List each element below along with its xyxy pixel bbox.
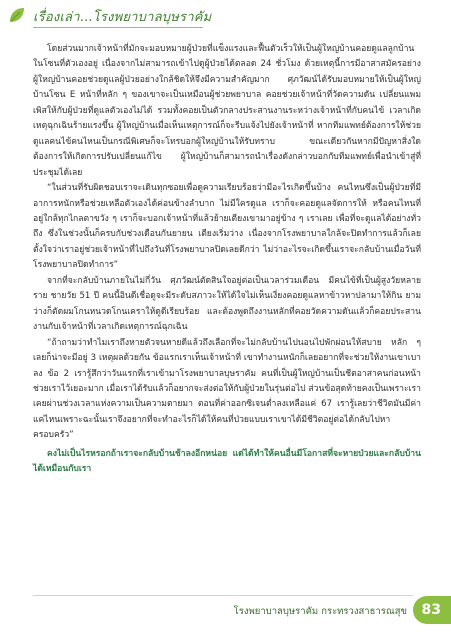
paragraph: จากที่จะกลับบ้านภายในไม่กี่วัน ศุภวัฒน์ตัดสินใจอยู่ต่อเป็นเวลาร่วมเดือน มีคนไข้ที่เป็นผู้สูงวัยหลายราย ชายวัย 51 ปี คนนี้อินดีเชื่อดูจะมีระดับสภาวะให้ได้ใจไม่เห็นเงี่ยงคอยดูแลหาข้าวหาปลามาให้กิน ยามว่างก็ตัดผมโกนหนวดโกนเคราให้ดูดีเรียบร้อย และต้องพูดถึงงานหลักที่คอยวัดความดันแล้วก็คอยประสานงานกับเจ้าหน้าที่เวลาเกิดเหตุการณ์ฉุกเฉิน	[33, 275, 421, 333]
paragraph: “ถ้าถามว่าทำไมเราถึงหายตัวจนหายดีแล้วถึงเลือกที่จะไม่กลับบ้านไปนอนไปพักผ่อนให้สบาย หลัก ๆ เลยก็น่าจะมีอยู่ 3 เหตุผลด้วยกัน ข้อแรกเราเห็นเจ้าหน้าที่ เขาทำงานหนักก็เลยอยากที่จะช่วยให้งานเขาเบาลง ข้อ 2 เรารู้สึกว่าวันแรกที่เราเข้ามาโรงพยาบาลบุษราคัม คนที่เป็นผู้ใหญ่บ้านเป็นชีตอาสาคนก่อนหน้า ช่วยเราไว้เยอะมาก เมื่อเราได้รับแล้วก็อยากจะส่งต่อให้กับผู้ป่วยในรุ่นต่อไป ส่วนข้อสุดท้ายคงเป็นเพราะเราเคยผ่านช่วงเวลาแห่งความเป็นความตายมา ตอนที่ค่าออกซิเจนต่ำลงเหลือแค่ 67 เรารู้เลยว่าชีวิตมันมีค่าแค่ไหนเพราะฉะนั้นเราจึงอยากที่จะทำอะไรก็ได้ให้คนที่ป่วยแบบเราเขาได้มีชีวิตอยู่ต่อได้กลับไปหาครอบครัว”	[33, 337, 421, 441]
page-number: 83	[421, 602, 441, 618]
leaf-icon	[8, 6, 26, 24]
footer-text: โรงพยาบาลบุษราคัม กระทรวงสาธารณสุข	[233, 606, 407, 617]
emphasis-quote: คงไม่เป็นไรหรอกถ้าเราจะกลับบ้านช้าลงอีกหน่อย แต่ได้ทำให้คนอื่นมีโอกาสที่จะหายป่วยและกลับบ้านได้เหมือนกับเรา	[33, 448, 421, 475]
footer-divider	[33, 595, 413, 596]
paragraph: โดยส่วนมากเจ้าหน้าที่มักจะมอบหมายผู้ป่วยที่แข็งแรงและฟื้นตัวเร็วให้เป็นผู้ใหญ่บ้านคอยดูแลลูกบ้านในโซนที่ตัวเองอยู่ เนื่องจากไม่สามารถเข้าไปดูผู้ป่วยได้ตลอด 24 ชั่วโมง ด้วยเหตุนี้การมีอาสาสมัครอย่างผู้ใหญ่บ้านคอยช่วยดูแลผู้ป่วยอย่างใกล้ชิดให้จึงมีความสำคัญมาก ศุภวัฒน์ได้รับมอบหมายให้เป็นผู้ใหญ่บ้านโซน E หน้าที่หลัก ๆ ของเขาจะเป็นเหมือนผู้ช่วยพยาบาล คอยช่วยเจ้าหน้าที่วัดความดัน เปลี่ยนแพมเพิสให้กับผู้ป่วยที่ดูแลตัวเองไม่ได้ รวมทั้งคอยเป็นตัวกลางประสานงานระหว่างเจ้าหน้าที่กับคนไข้ เวลาเกิดเหตุฉุกเฉินร้ายแรงขึ้น ผู้ใหญ่บ้านเมื่อเห็นเหตุการณ์ก็จะรีบแจ้งไปยังเจ้าหน้าที่ หากทีมแพทย์ต้องการให้ช่วยดูแลคนไข้คนไหนเป็นกรณีพิเศษก็จะโทรบอกผู้ใหญ่บ้านให้รับทราบ ขณะเดียวกันหากมีปัญหาสิ่งใด ต้องการให้เกิดการปรับเปลี่ยนแก้ไข ผู้ใหญ่บ้านก็สามารถนำเรื่องดังกล่าวบอกกับทีมแพทย์เพื่อนำเข้าสู่ที่ประชุมได้เลย	[33, 44, 421, 178]
article-body	[33, 42, 421, 478]
page-header	[0, 0, 451, 30]
section-title: เรื่องเล่า...โรงพยาบาลบุษราคัม	[33, 10, 212, 25]
header-divider	[33, 27, 203, 28]
paragraph: “ในส่วนที่รับผิดชอบเราจะเดินทุกซอยเพื่อดูความเรียบร้อยว่ามีอะไรเกิดขึ้นบ้าง คนไหนซึ่งเป็นผู้ป่วยที่มีอาการหนักหรือช่วยเหลือตัวเองได้ค่อนข้างลำบาก ไม่มีใครดูแล เราก็จะคอยดูแลจัดการให้ หรือคนไหนที่อยู่ใกล้ทุกไกลตาขวัง ๆ เราก็จะบอกเจ้าหน้าที่แล้วย้ายเตียงเขามาอยู่ข้าง ๆ เราเลย เพื่อที่จะดูแลได้อย่างทั่วถึง ซึ่งในช่วงนั้นก็ครบกับช่วงเดือนกันยายน เตียงเริ่มว่าง เนื่องจากโรงพยาบาลใกล้จะปิดทำการแล้วก็เลยตั้งใจว่าเราอยู่ช่วยเจ้าหน้าที่ไปถึงวันที่โรงพยาบาลปิดเลยดีกว่า ไม่ว่าอะไรจะเกิดขึ้นเราจะกลับบ้านเมื่อวันที่โรงพยาบาลปิดทำการ”	[33, 183, 421, 271]
